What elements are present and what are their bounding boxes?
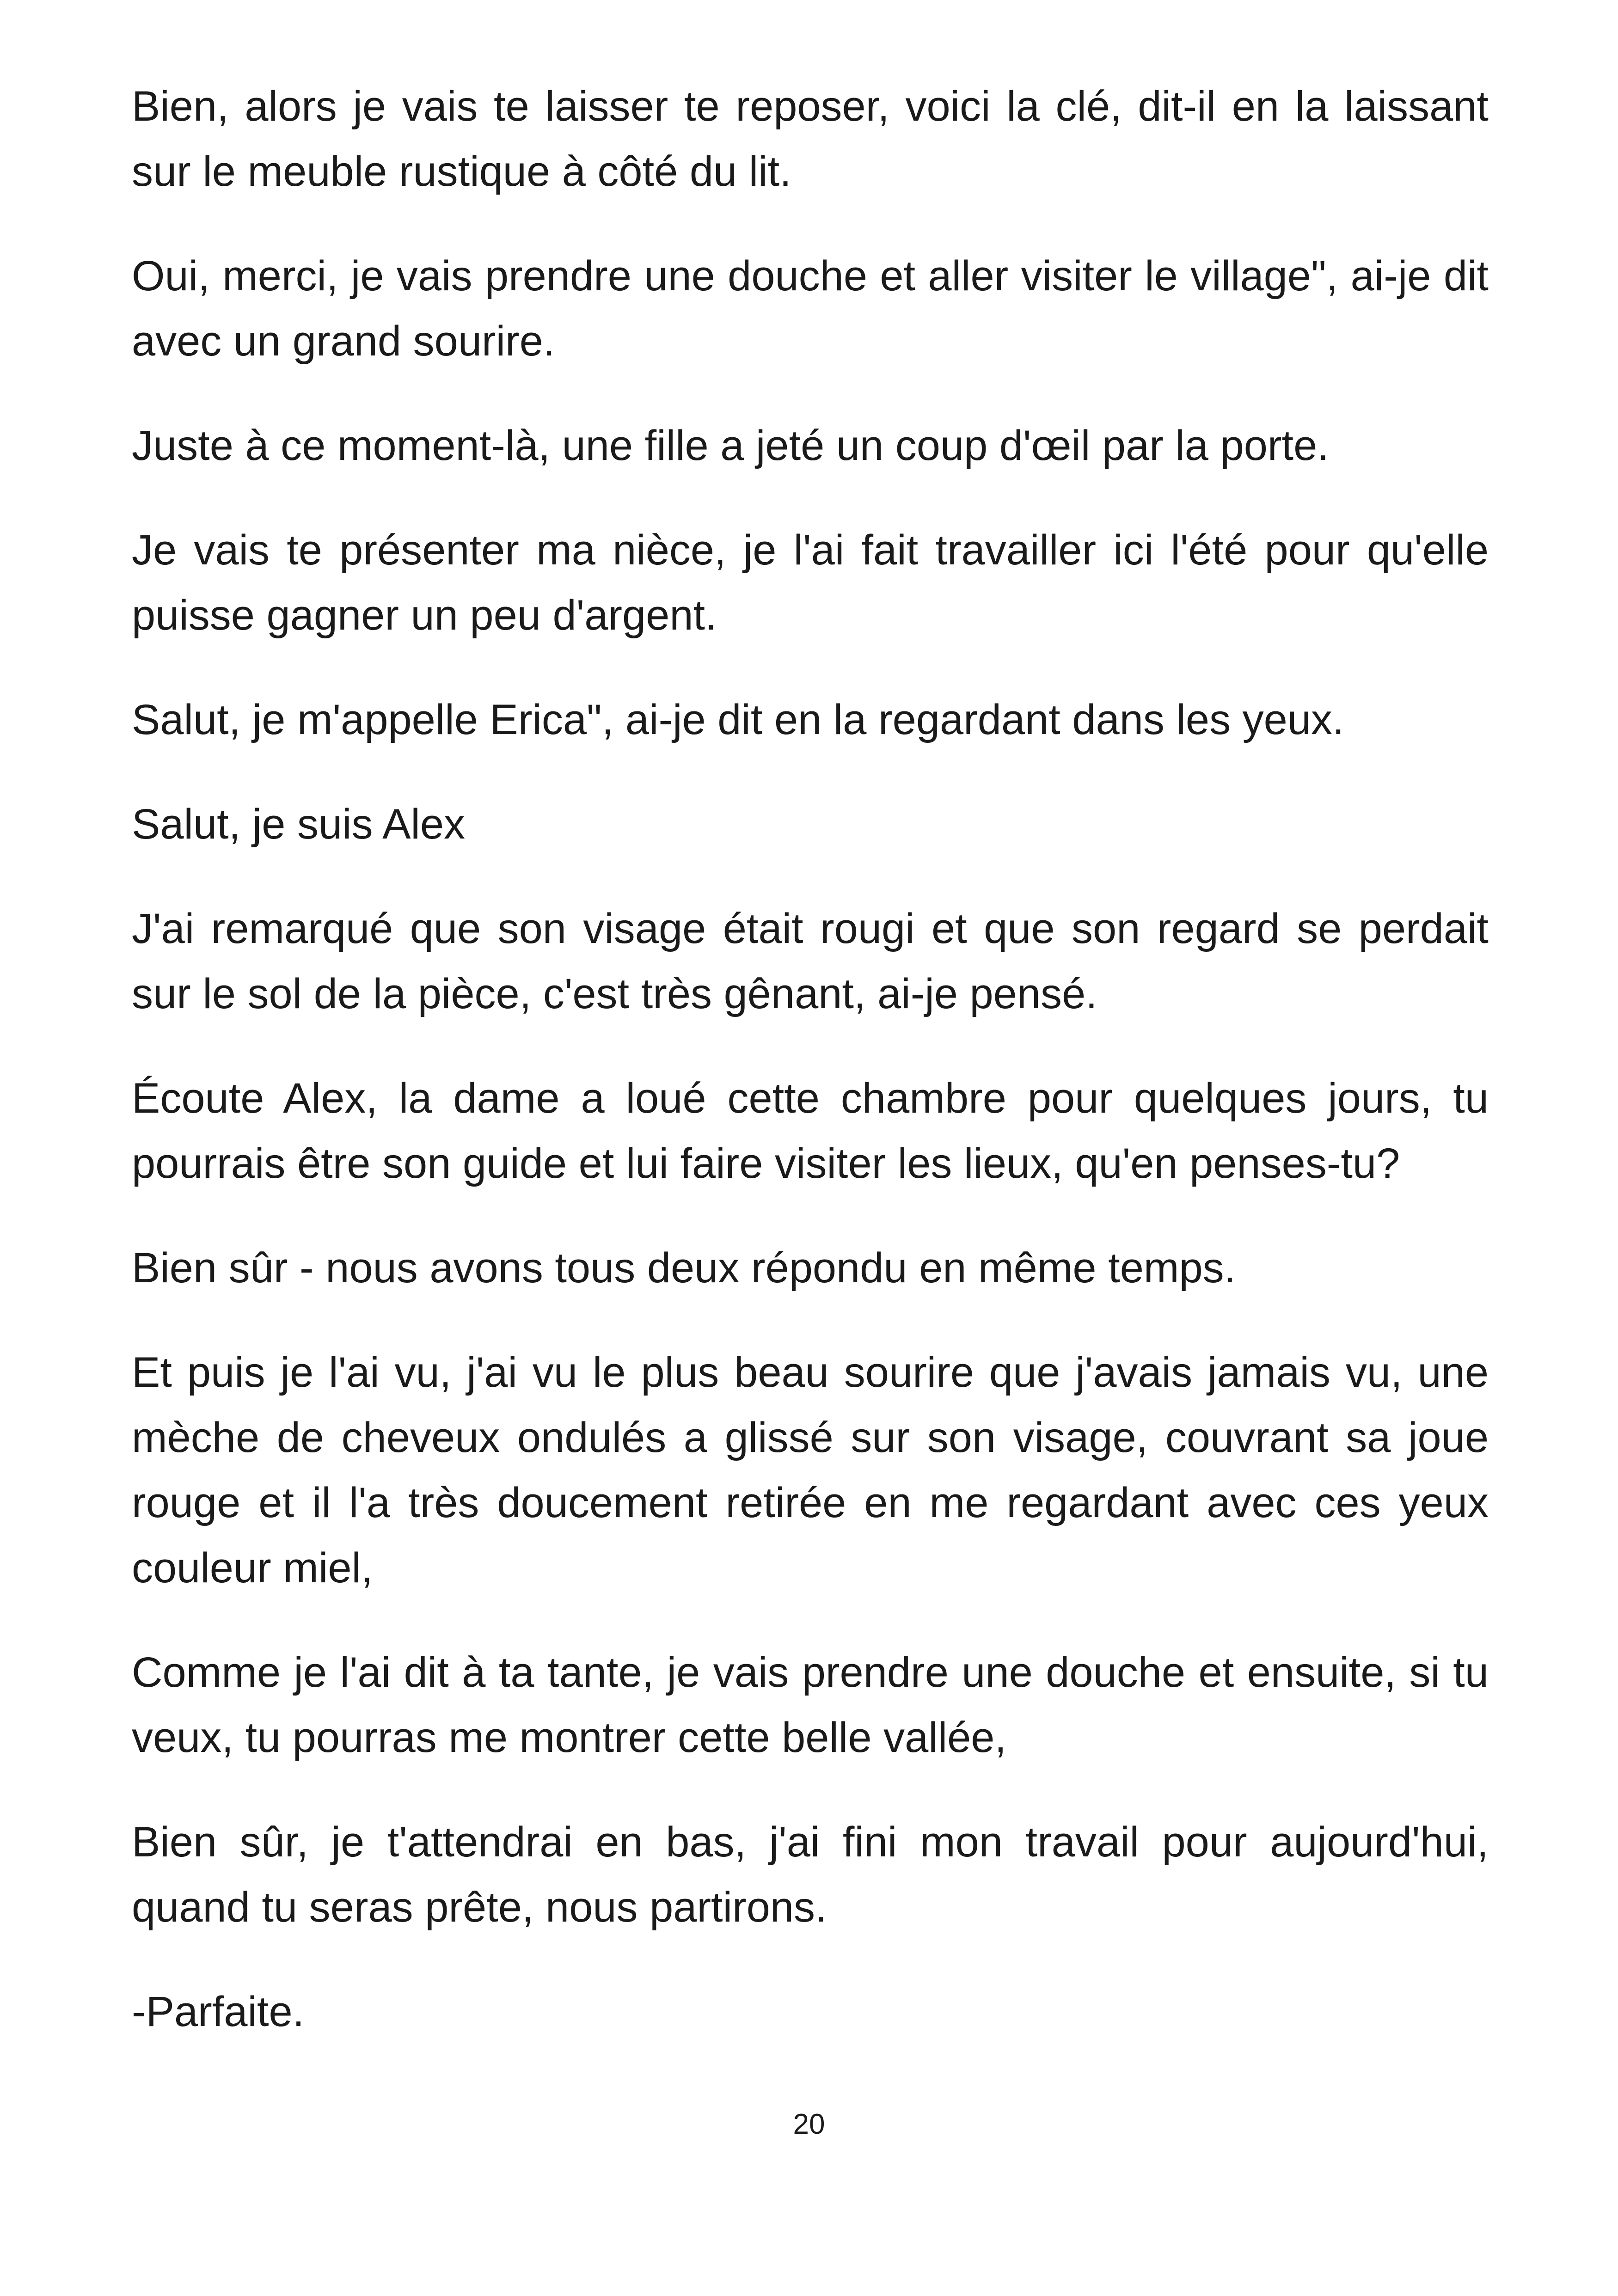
paragraph: Je vais te présenter ma nièce, je l'ai fait travailler ici l'été pour qu'elle puisse gagner un peu d'argent.	[132, 527, 1489, 639]
paragraph: Bien sûr, je t'attendrai en bas, j'ai fini mon travail pour aujourd'hui, quand tu seras prête, nous partirons.	[132, 1818, 1489, 1931]
paragraph: Bien sûr - nous avons tous deux répondu en même temps.	[132, 1244, 1236, 1292]
paragraph: -Parfaite.	[132, 1988, 305, 2035]
page-number: 20	[793, 2108, 825, 2140]
paragraph: Oui, merci, je vais prendre une douche et aller visiter le village", ai-je dit avec un grand sourire.	[132, 252, 1489, 365]
paragraph: Bien, alors je vais te laisser te reposer, voici la clé, dit-il en la laissant sur le meuble rustique à côté du lit.	[132, 83, 1489, 195]
paragraph: Salut, je suis Alex	[132, 801, 466, 848]
body-text	[132, 74, 1489, 2084]
paragraph: J'ai remarqué que son visage était rougi et que son regard se perdait sur le sol de la pièce, c'est très gênant, ai-je pensé.	[132, 905, 1489, 1017]
paragraph: Et puis je l'ai vu, j'ai vu le plus beau sourire que j'avais jamais vu, une mèche de cheveux ondulés a glissé sur son visage, couvrant sa joue rouge et il l'a très doucement retirée en me regardant avec ces yeux couleur miel,	[132, 1349, 1489, 1592]
paragraph: Écoute Alex, la dame a loué cette chambre pour quelques jours, tu pourrais être son guide et lui faire visiter les lieux, qu'en penses-tu?	[132, 1075, 1489, 1187]
paragraph: Juste à ce moment-là, une fille a jeté un coup d'œil par la porte.	[132, 422, 1329, 469]
paragraph: Comme je l'ai dit à ta tante, je vais prendre une douche et ensuite, si tu veux, tu pourras me montrer cette belle vallée,	[132, 1649, 1489, 1761]
paragraph: Salut, je m'appelle Erica", ai-je dit en la regardant dans les yeux.	[132, 696, 1344, 743]
